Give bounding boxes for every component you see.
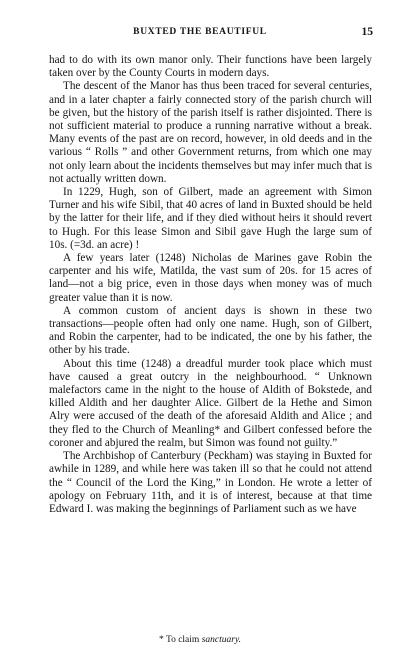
paragraph-single-names: A common custom of ancient days is shown in these two transactions—people often had only one name. Hugh, son of Gilbert, and Robin the carpenter, had to be indicated, the one by his father, the other by his trade. bbox=[49, 304, 372, 357]
footnote-emphasis: sanctuary. bbox=[201, 635, 242, 645]
paragraph-manor-descent: The descent of the Manor has thus been traced for several centuries, and in a later chapter a fairly connected story of the parish church will be given, but the history of the parish itself is rather disjointed. There is not sufficient material to produce a running narrative without a break. Many events of the past are on record, however, in old deeds and in the various “ Rolls ” and other Government returns, from which one may not only learn about the incidents themselves but may infer much that is not actually written down. bbox=[49, 80, 372, 185]
footnote-text: * To claim bbox=[158, 635, 200, 645]
page-number: 15 bbox=[361, 26, 373, 38]
paragraph-archbishop: The Archbishop of Canterbury (Peckham) was staying in Buxted for awhile in 1289, and while here was taken ill so that he could not attend the “ Council of the Lord the King,” in London. He wrote a letter of apology on February 11th, and it is of interest, because at that time Edward I. was making the beginnings of Parliament such as we have bbox=[49, 450, 372, 515]
running-title: BUXTED THE BEAUTIFUL bbox=[133, 27, 267, 37]
running-head bbox=[0, 27, 400, 41]
footnote bbox=[0, 635, 400, 645]
paragraph-1229-agreement: In 1229, Hugh, son of Gilbert, made an agreement with Simon Turner and his wife Sibil, that 40 acres of land in Buxted should be held by the latter for their life, and if they died without heirs it should revert to Hugh. For this lease Simon and Sibil gave Hugh the large sum of 10s. (=3d. an acre) ! bbox=[49, 186, 372, 251]
body-text bbox=[49, 54, 372, 516]
paragraph-murder: About this time (1248) a dreadful murder took place which must have caused a great outcry in the neighbourhood. “ Unknown malefactors came in the night to the house of Aldith of Bokstede, and killed Aldith and her daughter Alice. Gilbert de la Hethe and Simon Alry were accused of the death of the aforesaid Aldith and Alice ; and they fled to the Church of Meanling* and Gilbert confessed before the coroner and abjured the realm, but Simon was found not guilty.” bbox=[49, 357, 372, 449]
paragraph-1248-land-sale: A few years later (1248) Nicholas de Marines gave Robin the carpenter and his wife, Matilda, the vast sum of 20s. for 15 acres of land—not a big price, even in those days when money was of much greater value than it is now. bbox=[49, 252, 372, 304]
paragraph-continuation: had to do with its own manor only. Their functions have been largely taken over by the County Courts in modern days. bbox=[49, 54, 372, 80]
